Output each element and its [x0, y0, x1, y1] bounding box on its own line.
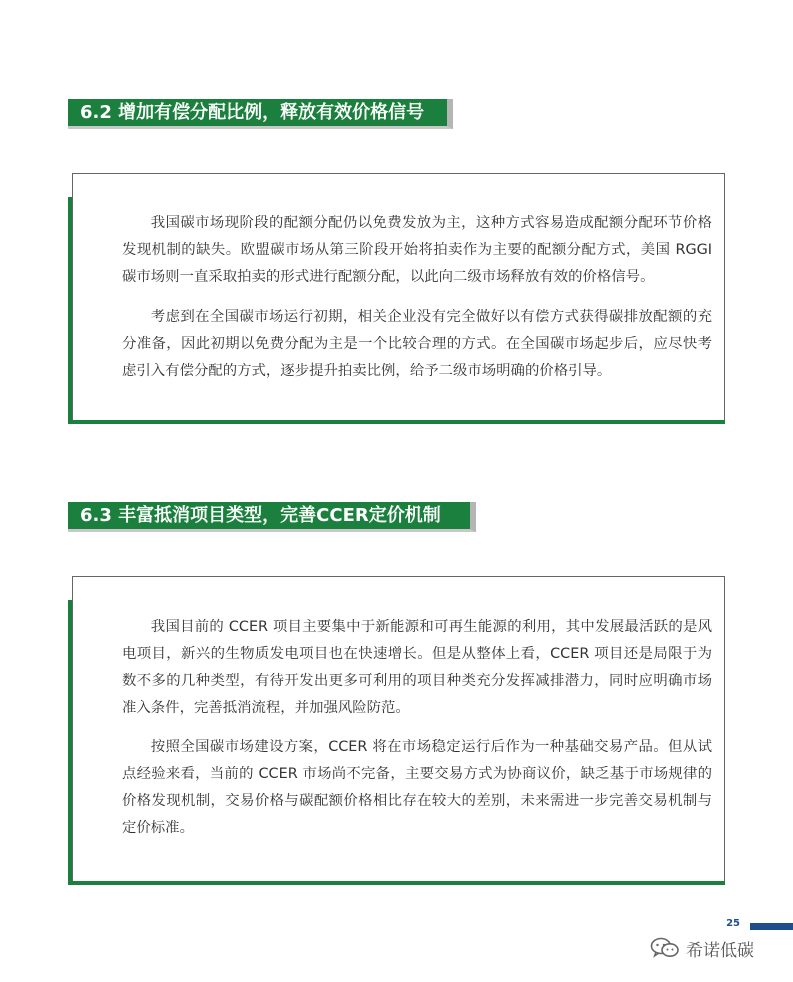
section-heading-6-3: 6.3 丰富抵消项目类型，完善CCER定价机制	[68, 502, 476, 532]
wechat-icon	[650, 937, 680, 959]
paragraph: 我国目前的 CCER 项目主要集中于新能源和可再生能源的利用，其中发展最活跃的是风电项目，新兴的生物质发电项目也在快速增长。但是从整体上看，CCER 项目还是局限于为数不多的几种类型，有待开发出更多可利用的项目种类充分发挥减排潜力，同时应明确市场准入条件，完善抵消流程，并加强风险防范。	[122, 619, 712, 716]
page-number: 25	[726, 918, 740, 929]
watermark-text: 希诺低碳	[686, 940, 754, 961]
section-heading-6-2: 6.2 增加有偿分配比例，释放有效价格信号	[68, 99, 453, 129]
paragraph: 我国碳市场现阶段的配额分配仍以免费发放为主，这种方式容易造成配额分配环节价格发现机制的缺失。欧盟碳市场从第三阶段开始将拍卖作为主要的配额分配方式，美国 RGGI 碳市场则一直采取拍卖的形式进行配额分配，以此向二级市场释放有效的价格信号。	[122, 215, 712, 285]
paragraph: 考虑到在全国碳市场运行初期，相关企业没有完全做好以有偿方式获得碳排放配额的充分准备，因此初期以免费分配为主是一个比较合理的方式。在全国碳市场起步后，应尽快考虑引入有偿分配的方式，逐步提升拍卖比例，给予二级市场明确的价格引导。	[122, 309, 712, 379]
content-box-6-3	[68, 576, 725, 885]
box-accent-left	[68, 197, 72, 424]
page-number-bar	[750, 923, 793, 930]
watermark	[650, 934, 754, 962]
paragraph: 按照全国碳市场建设方案，CCER 将在市场稳定运行后作为一种基础交易产品。但从试点经验来看，当前的 CCER 市场尚不完备，主要交易方式为协商议价，缺乏基于市场规律的价格发现机制，交易价格与碳配额价格相比存在较大的差别，未来需进一步完善交易机制与定价标准。	[122, 739, 712, 836]
box-accent-bottom	[68, 881, 725, 885]
box-accent-bottom	[68, 420, 725, 424]
content-box-6-2	[68, 173, 725, 424]
box-accent-left	[68, 600, 72, 885]
